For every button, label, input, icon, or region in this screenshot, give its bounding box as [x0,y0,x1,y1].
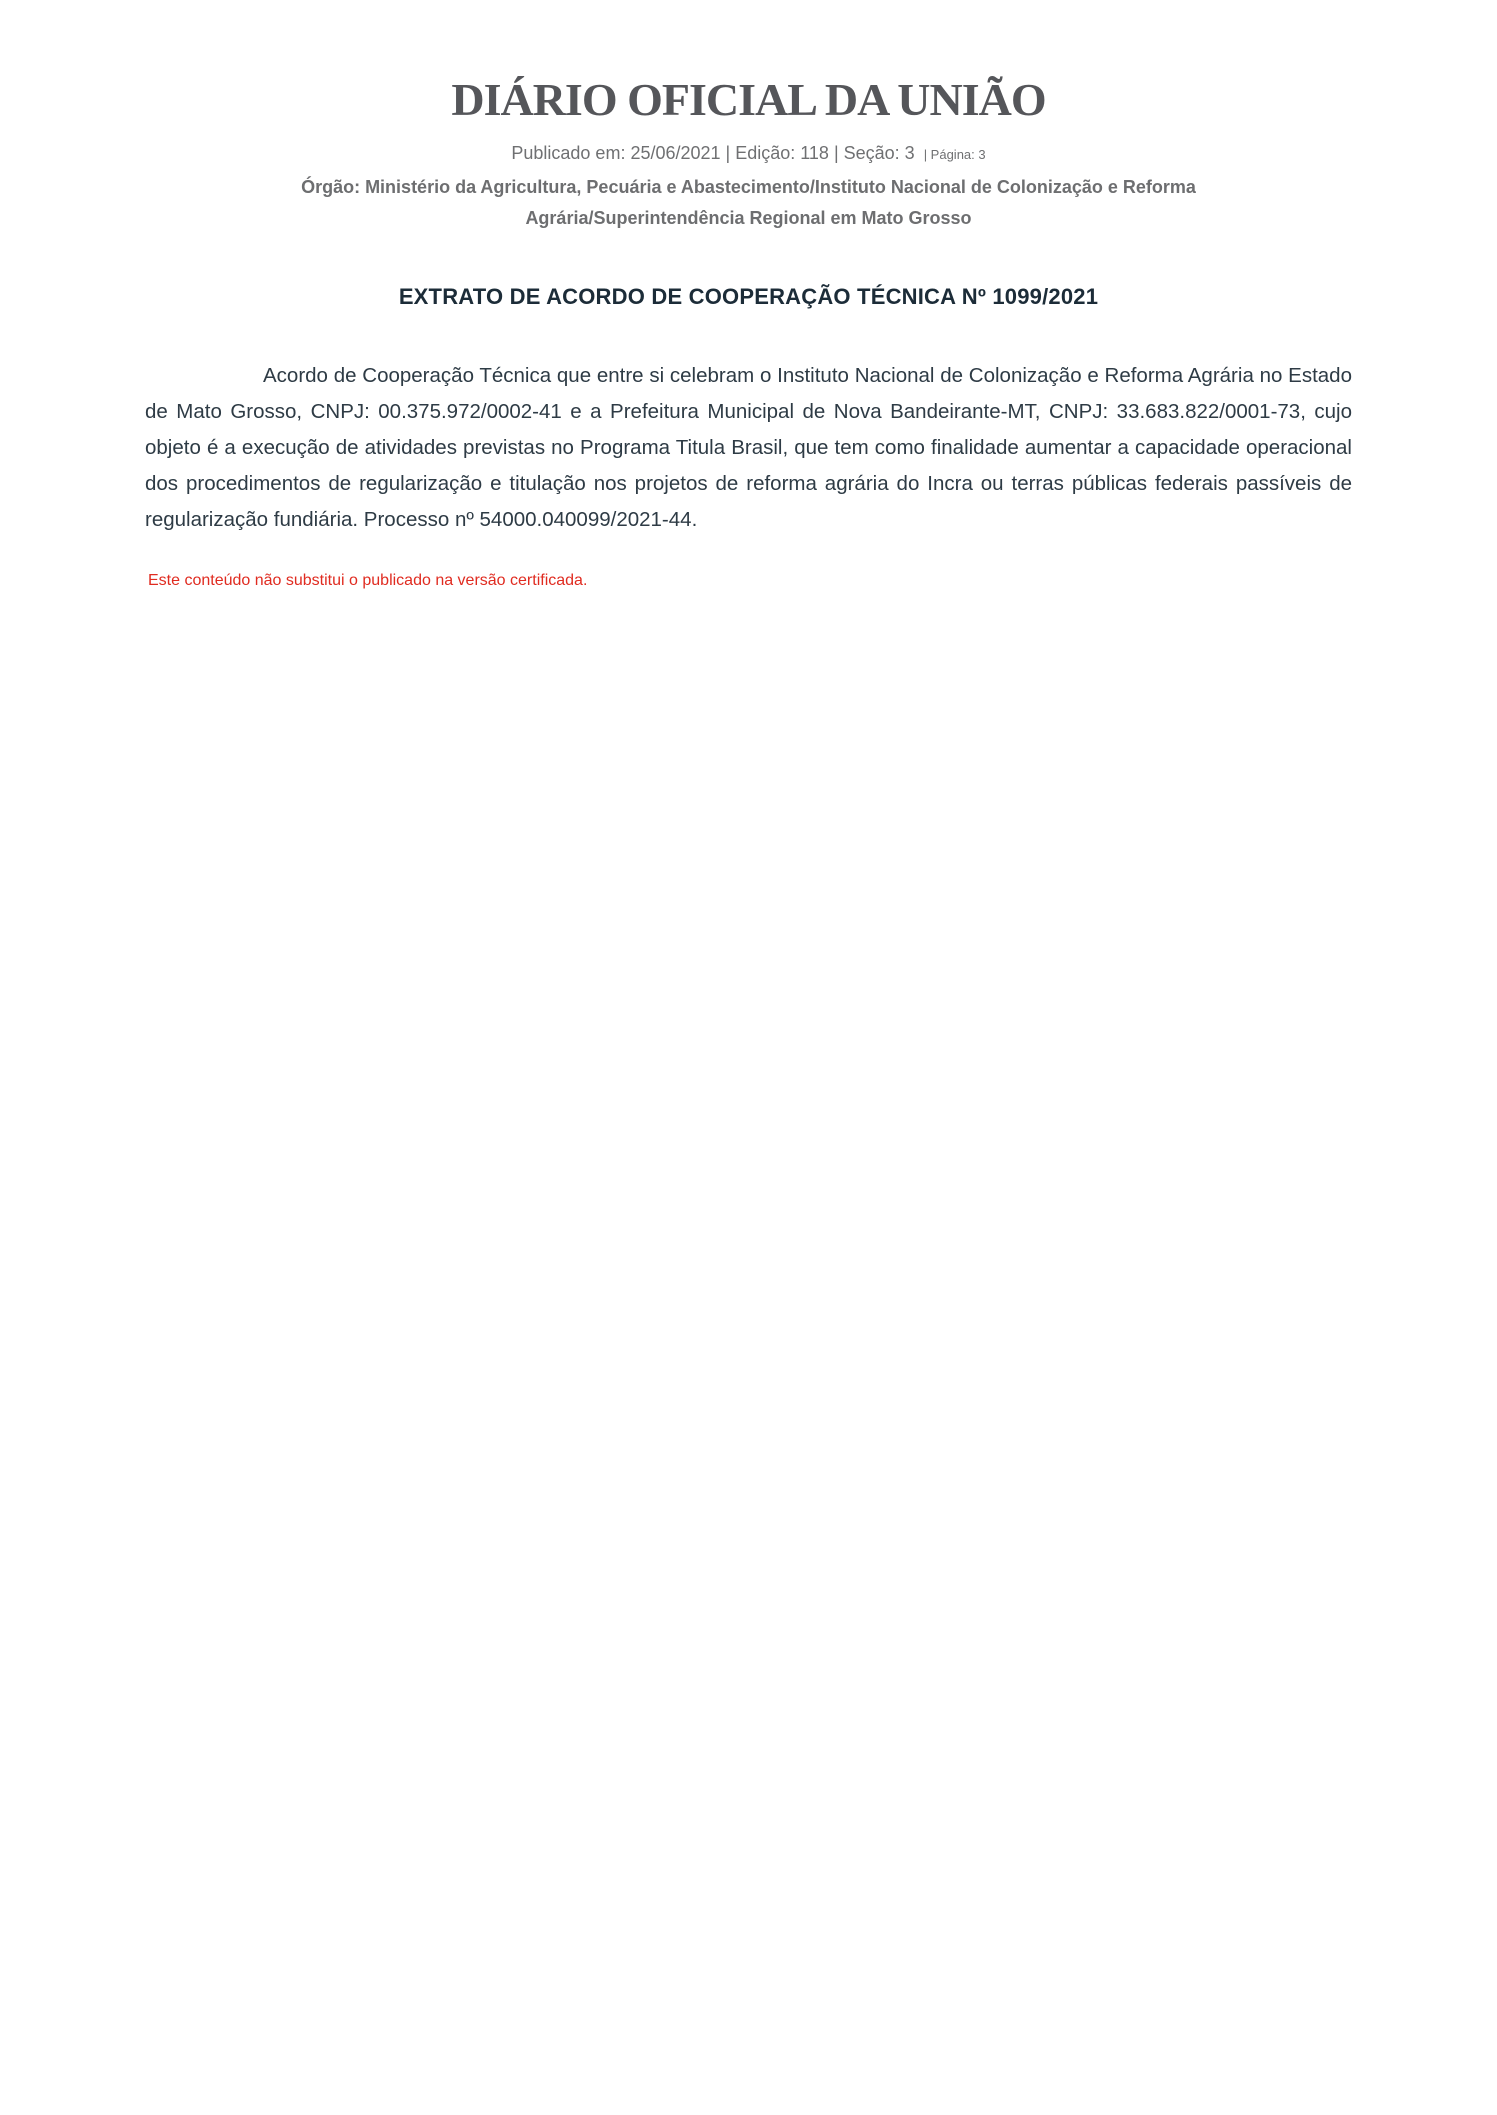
publication-meta [0,140,1497,168]
publication-meta-page: | Página: 3 [923,147,986,162]
page-title: DIÁRIO OFICIAL DA UNIÃO [451,74,1046,125]
article-body: Acordo de Cooperação Técnica que entre si celebram o Instituto Nacional de Colonização e Reforma Agrária no Estado de Mato Grosso, CNPJ: 00.375.972/0002-41 e a Prefeitura Municipal de Nova Bandeirante-MT, CNPJ: 33.683.822/0001-73, cujo objeto é a execução de atividades previstas no Programa Titula Brasil, que tem como finalidade aumentar a capacidade operacional dos procedimentos de regularização e titulação nos projetos de reforma agrária do Incra ou terras públicas federais passíveis de regularização fundiária. Processo nº 54000.040099/2021-44. [145,364,1352,531]
publication-meta-main: Publicado em: 25/06/2021 | Edição: 118 | Seção: 3 [511,143,915,163]
certification-disclaimer: Este conteúdo não substitui o publicado na versão certificada. [148,572,588,589]
organ-line: Órgão: Ministério da Agricultura, Pecuária e Abastecimento/Instituto Nacional de Colonização e Reforma Agrária/Superintendência Regional em Mato Grosso [301,177,1196,228]
masthead [0,0,1497,234]
article-heading: EXTRATO DE ACORDO DE COOPERAÇÃO TÉCNICA Nº 1099/2021 [398,284,1099,309]
article [0,284,1497,592]
